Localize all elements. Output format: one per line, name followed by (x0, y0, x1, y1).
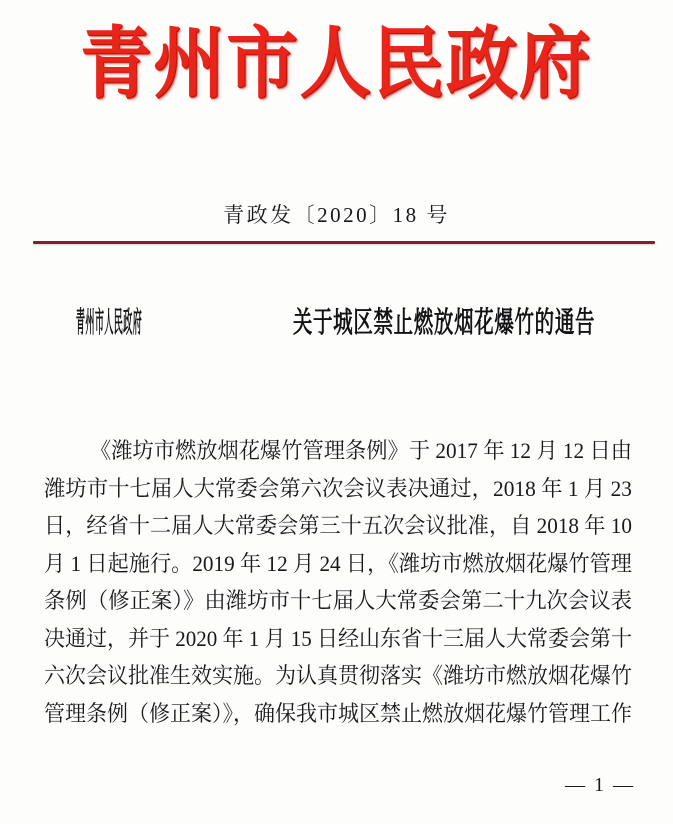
body-line: 条例（修正案）》由潍坊市十七届人大常委会第二十九次会议表 (44, 588, 632, 613)
document-title-line-2: 关于城区禁止燃放烟花爆竹的通告 (292, 307, 595, 339)
document-number: 青政发〔2020〕18 号 (223, 203, 450, 227)
body-line: 潍坊市十七届人大常委会第六次会议表决通过，2018 年 1 月 23 (44, 475, 632, 501)
masthead (0, 18, 673, 110)
body-line: 管理条例（修正案）》，确保我市城区禁止燃放烟花爆竹管理工作 (44, 700, 632, 726)
page-number: — 1 — (565, 774, 635, 796)
body-line: 决通过，并于 2020 年 1 月 15 日经山东省十三届人大常委会第十 (44, 625, 632, 651)
body-line: 六次会议批准生效实施。为认真贯彻落实《潍坊市燃放烟花爆竹 (44, 663, 632, 688)
masthead-title: 青州市人民政府 (80, 20, 593, 107)
body-line: 日，经省十二届人大常委会第三十五次会议批准，自 2018 年 10 (44, 513, 632, 538)
red-divider-rule-shadow (33, 244, 655, 246)
body-line: 《潍坊市燃放烟花爆竹管理条例》于 2017 年 12 月 12 日由 (90, 438, 632, 463)
body-line: 月 1 日起施行。2019 年 12 月 24 日，《潍坊市燃放烟花爆竹管理 (44, 550, 632, 576)
document-title-line-1: 青州市人民政府 (76, 307, 143, 339)
document-title (0, 302, 673, 344)
document-body (44, 432, 632, 732)
